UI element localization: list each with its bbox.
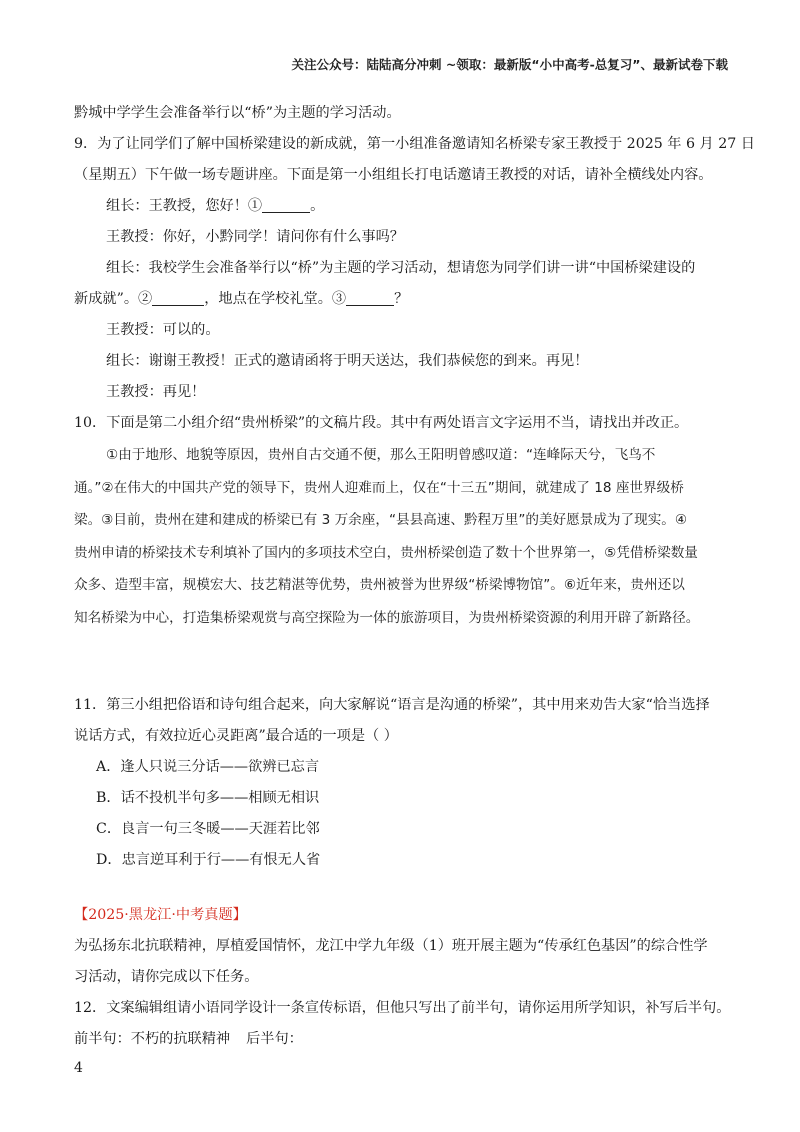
q10-excerpt-line: 通。”②在伟大的中国共产党的领导下，贵州人迎难而上，仅在“十三五”期间，就建成了 18 座世界级桥 — [74, 479, 684, 496]
q10-excerpt-line: 知名桥梁为中心，打造集桥梁观赏与高空探险为一体的旅游项目，为贵州桥梁资源的利用开辟了新路径。 — [74, 609, 700, 626]
q9-d3-part-b: ，地点在学校礼堂。 — [204, 291, 332, 307]
section-spacer — [74, 876, 730, 900]
page-header: 关注公众号：陆陆高分冲刺 ~领取：最新版“小中高考-总复习”、最新试卷下载 — [291, 57, 728, 72]
q9-blank-marker-2: ② — [138, 291, 153, 307]
question-10 — [74, 408, 730, 634]
q9-dialogue-1 — [74, 191, 730, 222]
q10-stem: 10．下面是第二小组介绍“贵州桥梁”的文稿片段。其中有两处语言文字运用不当，请找出并改正。 — [74, 415, 689, 431]
q11-option-a[interactable]: A．逢人只说三分话——欲辨已忘言 — [96, 759, 320, 775]
q12-slogan — [74, 1024, 730, 1055]
q10-excerpt-line: ①由于地形、地貌等原因，贵州自古交通不便，那么王阳明曾感叹道：“连峰际天兮，飞鸟不 — [106, 447, 656, 463]
source-tag: 【2025·黑龙江·中考真题】 — [74, 907, 247, 923]
q9-dialogue-6: 王教授：再见！ — [106, 384, 206, 400]
q10-excerpt-line: 梁。③目前，贵州在建和建成的桥梁已有 3 万余座，“县县高速、黔程万里”的美好愿景成为了现实。④ — [74, 512, 688, 528]
q9-d3-part-c: ？ — [394, 291, 409, 307]
answer-space-q10 — [74, 634, 730, 690]
q9-d3-part-a: 新成就”。 — [74, 291, 139, 307]
q12-context-line1: 为弘扬东北抗联精神，厚植爱国情怀，龙江中学九年级（1）班开展主题为“传承红色基因”的综合性学 — [74, 938, 708, 954]
q9-blank-2[interactable] — [152, 287, 204, 306]
q11-option-c[interactable]: C．良言一句三冬暖——天涯若比邻 — [96, 821, 320, 837]
page-number: 4 — [74, 1060, 83, 1076]
q12-first-half: 前半句：不朽的抗联精神 — [74, 1031, 231, 1047]
q9-d1-text: 组长：王教授，您好！ — [106, 198, 248, 214]
q11-option-b[interactable]: B．话不投机半句多——相顾无相识 — [96, 790, 320, 806]
q9-dialogue-2: 王教授：你好，小黔同学！请问你有什么事吗？ — [106, 229, 404, 245]
q12-stem: 12．文案编辑组请小语同学设计一条宣传标语，但他只写出了前半句，请你运用所学知识，补写后半句。 — [74, 1000, 731, 1016]
q9-stem-line2: （星期五）下午做一场专题讲座。下面是第一小组组长打电话邀请王教授的对话，请补全横线处内容。 — [74, 167, 713, 183]
q9-stem-line1: 9．为了让同学们了解中国桥梁建设的新成就，第一小组准备邀请知名桥梁专家王教授于 2025 年 6 月 27 日 — [74, 136, 755, 152]
q9-blank-1[interactable] — [262, 194, 310, 213]
q10-excerpt — [74, 439, 730, 634]
q9-dialogue-3-line2 — [74, 284, 730, 315]
q11-option-d[interactable]: D．忠言逆耳利于行——有恨无人省 — [96, 852, 321, 868]
q9-blank-3[interactable] — [346, 287, 394, 306]
q9-dialogue-3-line1: 组长：我校学生会准备举行以“桥”为主题的学习活动，想请您为同学们讲一讲“中国桥梁建设的 — [106, 260, 696, 276]
question-11 — [74, 690, 730, 876]
q11-stem-line2: 说话方式，有效拉近心灵距离”最合适的一项是（ ） — [74, 728, 398, 744]
intro-text: 黔城中学学生会准备举行以“桥”为主题的学习活动。 — [74, 105, 401, 121]
q10-excerpt-line: 贵州申请的桥梁技术专利填补了国内的多项技术空白，贵州桥梁创造了数十个世界第一，⑤凭借桥梁数量 — [74, 544, 698, 561]
q9-dialogue-4: 王教授：可以的。 — [106, 322, 220, 338]
q9-d1-end: 。 — [310, 198, 325, 214]
question-9 — [74, 129, 755, 408]
page-body — [74, 98, 755, 1055]
q9-dialogue-5: 组长：谢谢王教授！正式的邀请函将于明天送达，我们恭候您的到来。再见！ — [106, 353, 589, 369]
q9-blank-marker-1: ① — [247, 198, 263, 214]
q12-second-half[interactable]: 后半句： — [246, 1031, 303, 1047]
q12-context-line2: 习活动，请你完成以下任务。 — [74, 969, 259, 985]
q10-excerpt-line: 众多、造型丰富，规模宏大、技艺精湛等优势，贵州被誉为世界级“桥梁博物馆”。⑥近年来，贵州还以 — [74, 577, 685, 593]
question-12 — [74, 993, 730, 1055]
q11-stem-line1: 11．第三小组把俗语和诗句组合起来，向大家解说“语言是沟通的桥梁”，其中用来劝告大家“恰当选择 — [74, 697, 710, 713]
q9-blank-marker-3: ③ — [331, 291, 347, 307]
